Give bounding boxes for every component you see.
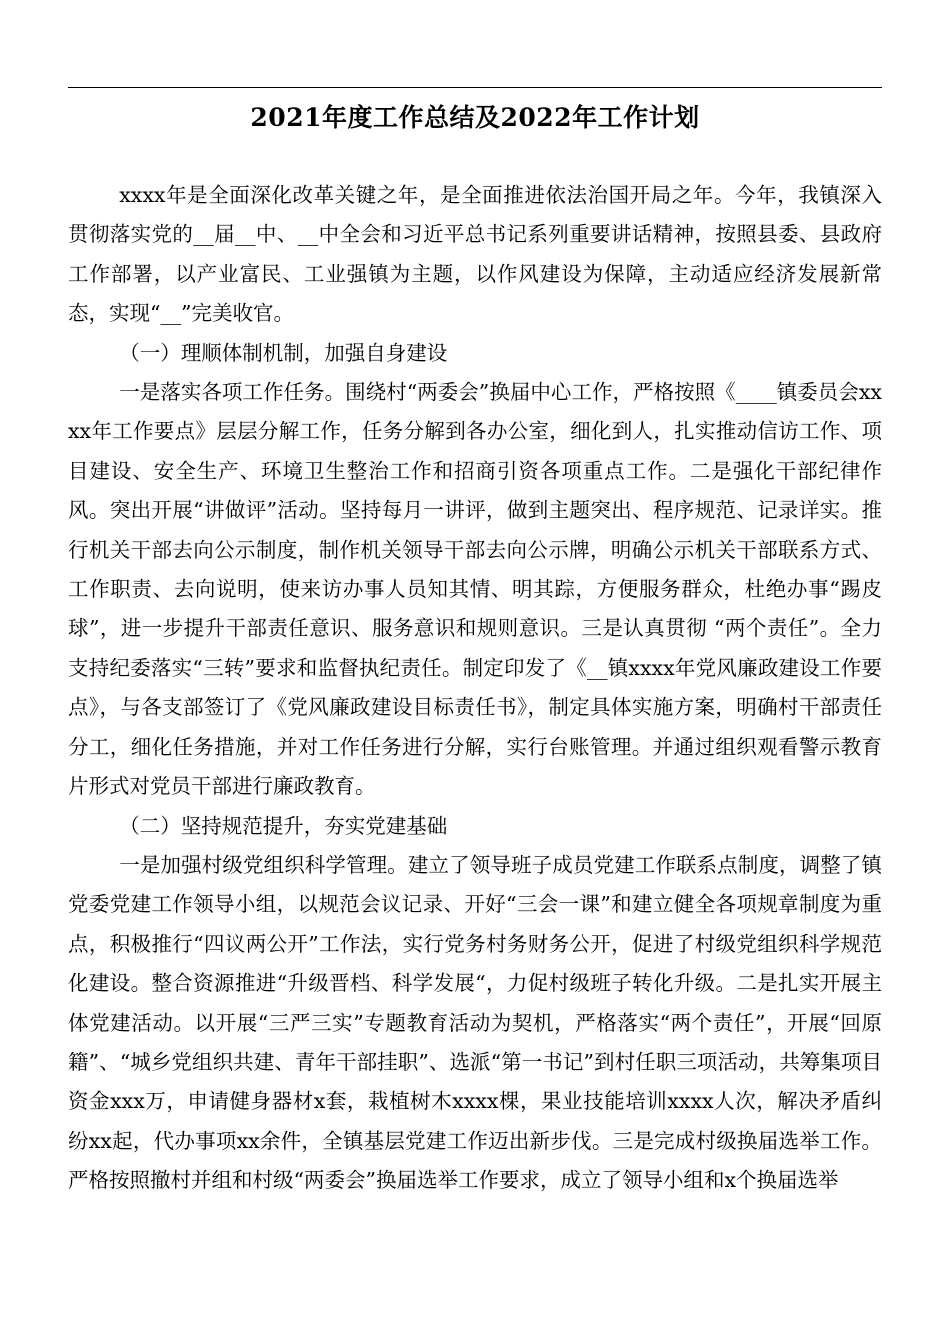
header-rule bbox=[68, 87, 882, 88]
intro-paragraph: xxxx年是全面深化改革关键之年，是全面推进依法治国开局之年。今年，我镇深入贯彻落实党的__届__中、__中全会和习近平总书记系列重要讲话精神，按照县委、县政府工作部署，以产业富民、工业强镇为主题，以作风建设为保障，主动适应经济发展新常态，实现“__”完美收官。 bbox=[68, 183, 882, 326]
document-body bbox=[68, 176, 882, 1201]
section-1-paragraph: 一是落实各项工作任务。围绕村“两委会”换届中心工作，严格按照《____镇委员会xxxx年工作要点》层层分解工作，任务分解到各办公室，细化到人，扎实推动信访工作、项目建设、安全生产、环境卫生整治工作和招商引资各项重点工作。二是强化干部纪律作风。突出开展“讲做评”活动。坚持每月一讲评，做到主题突出、程序规范、记录详实。推行机关干部去向公示制度，制作机关领导干部去向公示牌，明确公示机关干部联系方式、工作职责、去向说明，使来访办事人员知其情、明其踪，方便服务群众，杜绝办事“踢皮球”，进一步提升干部责任意识、服务意识和规则意识。三是认真贯彻 “两个责任”。全力支持纪委落实“三转”要求和监督执纪责任。制定印发了《__镇xxxx年党风廉政建设工作要点》，与各支部签订了《党风廉政建设目标责任书》，制定具体实施方案，明确村干部责任分工，细化任务措施，并对工作任务进行分解，实行台账管理。并通过组织观看警示教育片形式对党员干部进行廉政教育。 bbox=[68, 380, 882, 799]
section-2-paragraph: 一是加强村级党组织科学管理。建立了领导班子成员党建工作联系点制度，调整了镇党委党建工作领导小组，以规范会议记录、开好“三会一课”和建立健全各项规章制度为重点，积极推行“四议两公开”工作法，实行党务村务财务公开，促进了村级党组织科学规范化建设。整合资源推进“升级晋档、科学发展“，力促村级班子转化升级。二是扎实开展主体党建活动。以开展“三严三实”专题教育活动为契机，严格落实“两个责任”，开展“回原籍”、“城乡党组织共建、青年干部挂职”、选派“第一书记”到村任职三项活动，共筹集项目资金xxx万，申请健身器材x套，栽植树木xxxx棵，果业技能培训xxxx人次，解决矛盾纠纷xx起，代办事项xx余件，全镇基层党建工作迈出新步伐。三是完成村级换届选举工作。严格按照撤村并组和村级“两委会”换届选举工作要求，成立了领导小组和x个换届选举 bbox=[68, 852, 882, 1193]
document-title: 2021年度工作总结及2022年工作计划 bbox=[250, 103, 700, 132]
section-heading-2: （二）坚持规范提升，夯实党建基础 bbox=[119, 813, 448, 838]
section-heading-1: （一）理顺体制机制，加强自身建设 bbox=[119, 340, 448, 365]
